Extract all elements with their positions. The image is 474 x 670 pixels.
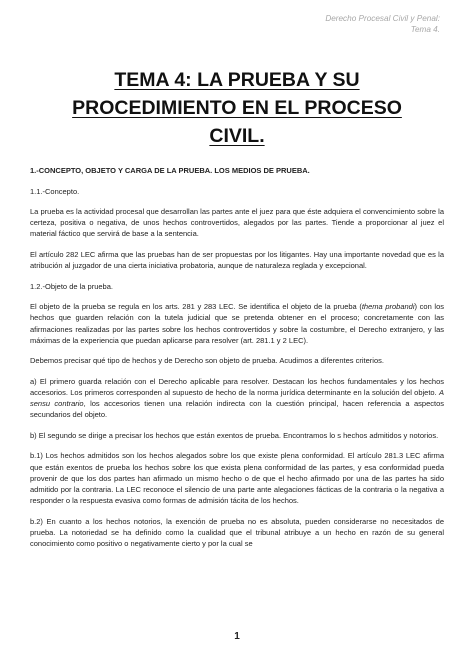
subheading-object: 1.2.-Objeto de la prueba. [30, 281, 113, 291]
paragraph-object-1 [30, 301, 444, 346]
title-line-1: TEMA 4: LA PRUEBA Y SU [114, 69, 360, 91]
section-heading: 1.-CONCEPTO, OBJETO Y CARGA DE LA PRUEBA. LOS MEDIOS DE PRUEBA. [30, 166, 310, 175]
running-header [240, 14, 440, 35]
paragraph-b: b) El segundo se dirige a precisar los hechos que están exentos de prueba. Encontramos lo s hechos admitidos y notorios. [30, 430, 439, 440]
paragraph-concept-2: El artículo 282 LEC afirma que las pruebas han de ser propuestas por los litigantes. Hay una importante novedad que es la atribución al juzgador de una cierta iniciativa probatoria, aunque de naturaleza reglada y excepcional. [30, 249, 444, 271]
running-header-line-1: Derecho Procesal Civil y Penal: [325, 14, 440, 23]
text-run: El objeto de la prueba se regula en los arts. 281 y 283 LEC. Se identifica el objeto de la prueba ( [30, 302, 362, 312]
document-body [30, 165, 444, 559]
running-header-line-2: Tema 4. [410, 24, 440, 34]
page-title [40, 66, 434, 150]
text-run: a) El primero guarda relación con el Derecho aplicable para resolver. Destacan los hechos fundamentales y los hechos accesorios. Los primeros corresponden al supuesto de hecho de la norma jurídica determinante en la solución del objeto. [30, 376, 444, 397]
paragraph-a [30, 376, 444, 421]
title-line-2: PROCEDIMIENTO EN EL PROCESO [72, 97, 402, 119]
italic-term: A sensu contrario [30, 387, 444, 409]
italic-term: thema probandi [361, 302, 415, 312]
subheading-concept: 1.1.-Concepto. [30, 186, 80, 196]
paragraph-object-2: Debemos precisar qué tipo de hechos y de Derecho son objeto de prueba. Acudimos a diferentes criterios. [30, 356, 384, 366]
page-number: 1 [234, 631, 240, 642]
title-line-3: CIVIL. [209, 125, 265, 147]
text-run: ) con los hechos que guarden relación con la tutela judicial que se pretenda obtener en el proceso; concretamente con las afirmaciones realizadas por las partes sobre los hechos controvertidos y sobre la costumbre, el Derecho extranjero, y las máximas de la experiencia que puedan aplicarse para resolver (art. 281.1 y 2 LEC). [30, 302, 444, 345]
text-run: , los accesorios tienen una relación indirecta con la cuestión principal, hacen referencia a aspectos secundarios del objeto. [30, 399, 445, 420]
paragraph-b2: b.2) En cuanto a los hechos notorios, la exención de prueba no es absoluta, pueden considerarse no necesitados de prueba. La notoriedad se ha definido como la cualidad que el tribunal atribuye a un hecho en razón de su general conocimiento como positivo o negativamente cierto y por la cual se [30, 516, 444, 549]
paragraph-concept-1: La prueba es la actividad procesal que desarrollan las partes ante el juez para que éste adquiera el convencimiento sobre la certeza, positiva o negativa, de unos hechos controvertidos, alegados por las partes. Tiende a proporcionar al juez el material fáctico que servirá de base a la sentencia. [30, 207, 444, 239]
paragraph-b1: b.1) Los hechos admitidos son los hechos alegados sobre los que existe plena conformidad. El artículo 281.3 LEC afirma que están exentos de prueba los hechos sobre los que exista plena conformidad de las partes, y esa conformidad pueda provenir de que los dos partes han afirmado un mismo hecho o de que el hecho afirmado por una de las partes ha sido admitido por la contraria. La LEC reconoce el silencio de una parte ante alegaciones fácticas de la contraria o la negativa a responder o la respuesta evasiva como formas de admisión tácita de los hechos. [30, 451, 444, 506]
